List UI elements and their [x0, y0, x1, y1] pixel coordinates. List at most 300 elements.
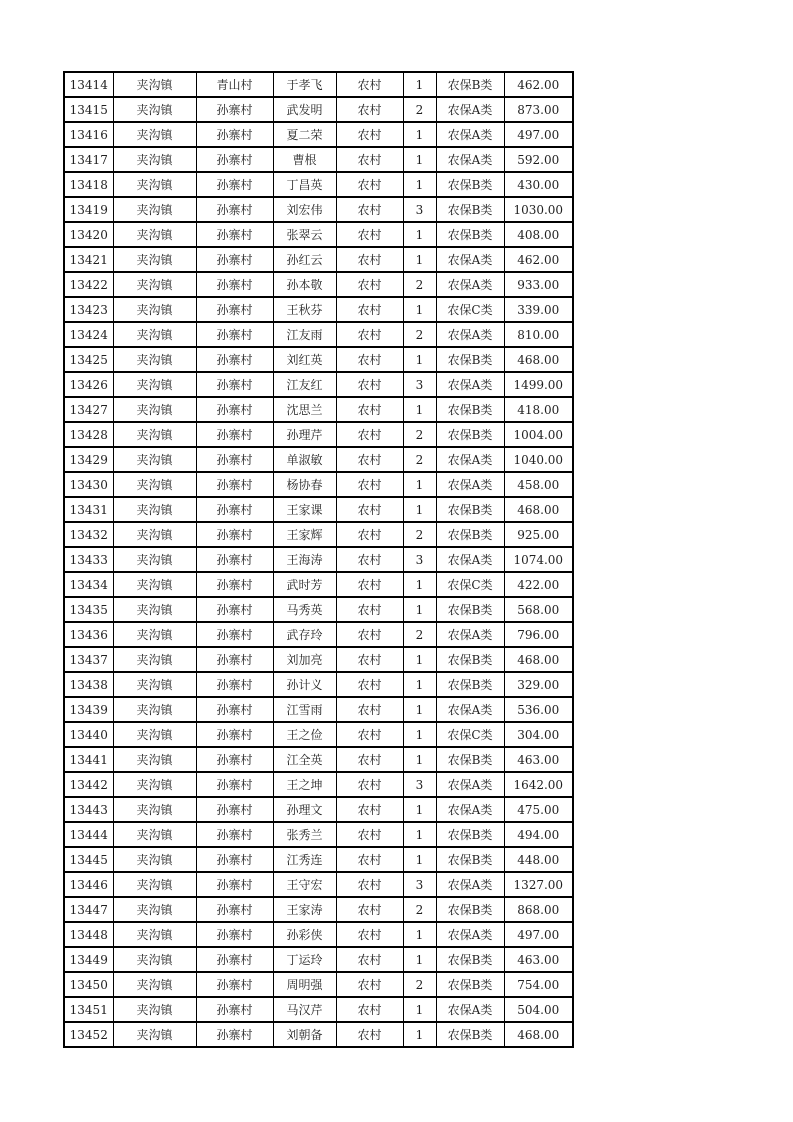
cell-count: 1 [403, 122, 436, 147]
cell-count: 3 [403, 372, 436, 397]
cell-category: 农保B类 [436, 222, 504, 247]
cell-person: 武时芳 [273, 572, 336, 597]
cell-category: 农保A类 [436, 622, 504, 647]
cell-category: 农保A类 [436, 472, 504, 497]
cell-village: 孙寨村 [196, 622, 273, 647]
cell-amount: 1030.00 [504, 197, 573, 222]
cell-id: 13428 [64, 422, 113, 447]
cell-residence: 农村 [336, 747, 403, 772]
cell-town: 夹沟镇 [113, 347, 196, 372]
cell-count: 1 [403, 647, 436, 672]
cell-id: 13423 [64, 297, 113, 322]
cell-village: 孙寨村 [196, 247, 273, 272]
cell-count: 2 [403, 422, 436, 447]
cell-amount: 422.00 [504, 572, 573, 597]
cell-person: 王家辉 [273, 522, 336, 547]
cell-person: 孙理文 [273, 797, 336, 822]
cell-count: 1 [403, 147, 436, 172]
table-row [64, 822, 573, 847]
cell-person: 单淑敏 [273, 447, 336, 472]
cell-village: 孙寨村 [196, 147, 273, 172]
table-row [64, 572, 573, 597]
cell-town: 夹沟镇 [113, 197, 196, 222]
cell-category: 农保B类 [436, 847, 504, 872]
cell-id: 13429 [64, 447, 113, 472]
cell-count: 1 [403, 722, 436, 747]
table-row [64, 997, 573, 1022]
cell-amount: 475.00 [504, 797, 573, 822]
cell-amount: 1040.00 [504, 447, 573, 472]
cell-category: 农保A类 [436, 872, 504, 897]
cell-person: 江雪雨 [273, 697, 336, 722]
table-row [64, 172, 573, 197]
cell-person: 武存玲 [273, 622, 336, 647]
cell-person: 马汉芹 [273, 997, 336, 1022]
table-row [64, 272, 573, 297]
cell-count: 1 [403, 797, 436, 822]
cell-category: 农保B类 [436, 822, 504, 847]
cell-person: 王家涛 [273, 897, 336, 922]
cell-town: 夹沟镇 [113, 72, 196, 97]
cell-amount: 873.00 [504, 97, 573, 122]
cell-village: 孙寨村 [196, 497, 273, 522]
cell-residence: 农村 [336, 672, 403, 697]
cell-village: 孙寨村 [196, 447, 273, 472]
cell-town: 夹沟镇 [113, 147, 196, 172]
cell-person: 张翠云 [273, 222, 336, 247]
cell-category: 农保B类 [436, 947, 504, 972]
cell-village: 孙寨村 [196, 597, 273, 622]
cell-person: 张秀兰 [273, 822, 336, 847]
cell-count: 1 [403, 72, 436, 97]
table-row [64, 622, 573, 647]
cell-residence: 农村 [336, 722, 403, 747]
table-row [64, 722, 573, 747]
cell-amount: 796.00 [504, 622, 573, 647]
cell-id: 13434 [64, 572, 113, 597]
cell-count: 1 [403, 1022, 436, 1047]
cell-amount: 494.00 [504, 822, 573, 847]
cell-person: 孙彩侠 [273, 922, 336, 947]
cell-amount: 868.00 [504, 897, 573, 922]
cell-amount: 504.00 [504, 997, 573, 1022]
cell-category: 农保B类 [436, 422, 504, 447]
cell-amount: 1004.00 [504, 422, 573, 447]
cell-town: 夹沟镇 [113, 897, 196, 922]
cell-town: 夹沟镇 [113, 297, 196, 322]
cell-town: 夹沟镇 [113, 372, 196, 397]
cell-category: 农保C类 [436, 297, 504, 322]
cell-amount: 462.00 [504, 247, 573, 272]
cell-village: 孙寨村 [196, 797, 273, 822]
cell-residence: 农村 [336, 347, 403, 372]
cell-person: 王家课 [273, 497, 336, 522]
cell-id: 13421 [64, 247, 113, 272]
cell-id: 13445 [64, 847, 113, 872]
cell-count: 3 [403, 872, 436, 897]
cell-residence: 农村 [336, 597, 403, 622]
cell-amount: 458.00 [504, 472, 573, 497]
cell-count: 1 [403, 822, 436, 847]
cell-village: 孙寨村 [196, 547, 273, 572]
cell-amount: 925.00 [504, 522, 573, 547]
cell-count: 2 [403, 322, 436, 347]
cell-person: 王海涛 [273, 547, 336, 572]
cell-amount: 339.00 [504, 297, 573, 322]
cell-amount: 810.00 [504, 322, 573, 347]
cell-category: 农保B类 [436, 397, 504, 422]
cell-residence: 农村 [336, 272, 403, 297]
cell-category: 农保B类 [436, 747, 504, 772]
cell-residence: 农村 [336, 847, 403, 872]
cell-village: 孙寨村 [196, 647, 273, 672]
cell-residence: 农村 [336, 1022, 403, 1047]
cell-residence: 农村 [336, 122, 403, 147]
cell-village: 孙寨村 [196, 897, 273, 922]
table-row [64, 522, 573, 547]
cell-id: 13426 [64, 372, 113, 397]
cell-village: 孙寨村 [196, 572, 273, 597]
cell-category: 农保B类 [436, 522, 504, 547]
cell-residence: 农村 [336, 772, 403, 797]
cell-category: 农保A类 [436, 322, 504, 347]
cell-residence: 农村 [336, 922, 403, 947]
table-row [64, 647, 573, 672]
table-row [64, 597, 573, 622]
cell-person: 武发明 [273, 97, 336, 122]
cell-category: 农保B类 [436, 497, 504, 522]
cell-category: 农保B类 [436, 597, 504, 622]
cell-residence: 农村 [336, 372, 403, 397]
cell-village: 孙寨村 [196, 997, 273, 1022]
insurance-table [63, 71, 574, 1048]
cell-person: 孙计义 [273, 672, 336, 697]
cell-village: 孙寨村 [196, 472, 273, 497]
cell-town: 夹沟镇 [113, 397, 196, 422]
cell-town: 夹沟镇 [113, 847, 196, 872]
cell-count: 1 [403, 347, 436, 372]
cell-count: 3 [403, 547, 436, 572]
cell-amount: 1642.00 [504, 772, 573, 797]
cell-person: 江秀连 [273, 847, 336, 872]
cell-count: 3 [403, 197, 436, 222]
cell-village: 孙寨村 [196, 722, 273, 747]
cell-count: 2 [403, 622, 436, 647]
cell-count: 1 [403, 472, 436, 497]
cell-town: 夹沟镇 [113, 322, 196, 347]
cell-person: 夏二荣 [273, 122, 336, 147]
cell-town: 夹沟镇 [113, 97, 196, 122]
cell-person: 孙理芹 [273, 422, 336, 447]
cell-id: 13424 [64, 322, 113, 347]
cell-village: 孙寨村 [196, 747, 273, 772]
cell-person: 杨协春 [273, 472, 336, 497]
cell-town: 夹沟镇 [113, 872, 196, 897]
cell-town: 夹沟镇 [113, 522, 196, 547]
cell-count: 1 [403, 597, 436, 622]
cell-town: 夹沟镇 [113, 472, 196, 497]
cell-town: 夹沟镇 [113, 172, 196, 197]
cell-village: 孙寨村 [196, 197, 273, 222]
cell-count: 1 [403, 247, 436, 272]
cell-town: 夹沟镇 [113, 972, 196, 997]
cell-residence: 农村 [336, 797, 403, 822]
cell-id: 13448 [64, 922, 113, 947]
cell-village: 孙寨村 [196, 97, 273, 122]
table-row [64, 747, 573, 772]
cell-amount: 468.00 [504, 647, 573, 672]
cell-count: 1 [403, 847, 436, 872]
cell-amount: 592.00 [504, 147, 573, 172]
cell-category: 农保A类 [436, 447, 504, 472]
cell-count: 2 [403, 972, 436, 997]
cell-amount: 568.00 [504, 597, 573, 622]
cell-category: 农保A类 [436, 797, 504, 822]
cell-town: 夹沟镇 [113, 247, 196, 272]
cell-amount: 1327.00 [504, 872, 573, 897]
cell-amount: 462.00 [504, 72, 573, 97]
cell-residence: 农村 [336, 197, 403, 222]
cell-village: 孙寨村 [196, 872, 273, 897]
cell-town: 夹沟镇 [113, 672, 196, 697]
table-row [64, 972, 573, 997]
cell-amount: 329.00 [504, 672, 573, 697]
cell-amount: 497.00 [504, 922, 573, 947]
cell-village: 孙寨村 [196, 422, 273, 447]
cell-category: 农保A类 [436, 547, 504, 572]
cell-count: 1 [403, 697, 436, 722]
cell-category: 农保A类 [436, 372, 504, 397]
table-row [64, 697, 573, 722]
cell-town: 夹沟镇 [113, 922, 196, 947]
cell-village: 孙寨村 [196, 822, 273, 847]
table-row [64, 347, 573, 372]
cell-village: 孙寨村 [196, 697, 273, 722]
cell-amount: 418.00 [504, 397, 573, 422]
cell-category: 农保A类 [436, 772, 504, 797]
cell-id: 13438 [64, 672, 113, 697]
cell-id: 13447 [64, 897, 113, 922]
cell-amount: 536.00 [504, 697, 573, 722]
table-row [64, 772, 573, 797]
cell-count: 1 [403, 572, 436, 597]
cell-id: 13452 [64, 1022, 113, 1047]
cell-village: 孙寨村 [196, 922, 273, 947]
cell-count: 2 [403, 447, 436, 472]
cell-town: 夹沟镇 [113, 722, 196, 747]
table-row [64, 322, 573, 347]
cell-village: 孙寨村 [196, 322, 273, 347]
table-row [64, 472, 573, 497]
table-row [64, 397, 573, 422]
cell-town: 夹沟镇 [113, 497, 196, 522]
cell-person: 丁运玲 [273, 947, 336, 972]
cell-residence: 农村 [336, 647, 403, 672]
cell-id: 13450 [64, 972, 113, 997]
cell-amount: 1074.00 [504, 547, 573, 572]
cell-id: 13444 [64, 822, 113, 847]
cell-id: 13451 [64, 997, 113, 1022]
cell-id: 13449 [64, 947, 113, 972]
cell-id: 13433 [64, 547, 113, 572]
cell-residence: 农村 [336, 297, 403, 322]
table-row [64, 72, 573, 97]
table-row [64, 447, 573, 472]
cell-person: 周明强 [273, 972, 336, 997]
cell-person: 孙红云 [273, 247, 336, 272]
cell-count: 1 [403, 297, 436, 322]
cell-person: 王秋芬 [273, 297, 336, 322]
table-row [64, 97, 573, 122]
cell-town: 夹沟镇 [113, 122, 196, 147]
cell-residence: 农村 [336, 997, 403, 1022]
cell-category: 农保A类 [436, 247, 504, 272]
cell-id: 13436 [64, 622, 113, 647]
cell-residence: 农村 [336, 422, 403, 447]
table-row [64, 872, 573, 897]
cell-count: 1 [403, 747, 436, 772]
cell-person: 沈思兰 [273, 397, 336, 422]
cell-count: 1 [403, 172, 436, 197]
cell-category: 农保B类 [436, 197, 504, 222]
cell-category: 农保C类 [436, 722, 504, 747]
cell-id: 13437 [64, 647, 113, 672]
cell-person: 于孝飞 [273, 72, 336, 97]
cell-category: 农保B类 [436, 1022, 504, 1047]
cell-town: 夹沟镇 [113, 997, 196, 1022]
cell-town: 夹沟镇 [113, 947, 196, 972]
cell-id: 13431 [64, 497, 113, 522]
cell-residence: 农村 [336, 547, 403, 572]
cell-person: 王之坤 [273, 772, 336, 797]
cell-category: 农保A类 [436, 272, 504, 297]
cell-residence: 农村 [336, 572, 403, 597]
cell-category: 农保B类 [436, 897, 504, 922]
table-row [64, 147, 573, 172]
cell-category: 农保A类 [436, 697, 504, 722]
table-row [64, 122, 573, 147]
cell-residence: 农村 [336, 947, 403, 972]
cell-id: 13427 [64, 397, 113, 422]
cell-count: 1 [403, 222, 436, 247]
cell-village: 孙寨村 [196, 172, 273, 197]
cell-id: 13443 [64, 797, 113, 822]
cell-amount: 463.00 [504, 947, 573, 972]
table-row [64, 497, 573, 522]
cell-residence: 农村 [336, 222, 403, 247]
cell-id: 13414 [64, 72, 113, 97]
cell-category: 农保C类 [436, 572, 504, 597]
cell-town: 夹沟镇 [113, 797, 196, 822]
cell-residence: 农村 [336, 972, 403, 997]
cell-village: 孙寨村 [196, 947, 273, 972]
cell-town: 夹沟镇 [113, 622, 196, 647]
cell-count: 1 [403, 397, 436, 422]
table-row [64, 1022, 573, 1047]
cell-residence: 农村 [336, 247, 403, 272]
cell-id: 13441 [64, 747, 113, 772]
cell-category: 农保B类 [436, 172, 504, 197]
cell-id: 13439 [64, 697, 113, 722]
cell-id: 13430 [64, 472, 113, 497]
cell-category: 农保A类 [436, 122, 504, 147]
cell-residence: 农村 [336, 147, 403, 172]
cell-village: 孙寨村 [196, 1022, 273, 1047]
cell-town: 夹沟镇 [113, 647, 196, 672]
cell-residence: 农村 [336, 522, 403, 547]
cell-amount: 430.00 [504, 172, 573, 197]
cell-village: 孙寨村 [196, 347, 273, 372]
cell-residence: 农村 [336, 97, 403, 122]
cell-id: 13432 [64, 522, 113, 547]
cell-town: 夹沟镇 [113, 697, 196, 722]
cell-category: 农保A类 [436, 922, 504, 947]
cell-residence: 农村 [336, 397, 403, 422]
cell-category: 农保A类 [436, 997, 504, 1022]
table-row [64, 372, 573, 397]
cell-category: 农保B类 [436, 647, 504, 672]
cell-count: 2 [403, 897, 436, 922]
cell-residence: 农村 [336, 322, 403, 347]
cell-count: 1 [403, 922, 436, 947]
cell-village: 孙寨村 [196, 372, 273, 397]
cell-amount: 468.00 [504, 497, 573, 522]
cell-village: 孙寨村 [196, 522, 273, 547]
cell-residence: 农村 [336, 897, 403, 922]
cell-person: 王之俭 [273, 722, 336, 747]
cell-id: 13416 [64, 122, 113, 147]
cell-town: 夹沟镇 [113, 822, 196, 847]
table-row [64, 197, 573, 222]
table-row [64, 797, 573, 822]
cell-residence: 农村 [336, 497, 403, 522]
cell-amount: 448.00 [504, 847, 573, 872]
table-row [64, 847, 573, 872]
cell-id: 13420 [64, 222, 113, 247]
table-row [64, 922, 573, 947]
table-row [64, 247, 573, 272]
cell-id: 13446 [64, 872, 113, 897]
cell-village: 孙寨村 [196, 222, 273, 247]
cell-amount: 463.00 [504, 747, 573, 772]
cell-residence: 农村 [336, 172, 403, 197]
cell-count: 1 [403, 947, 436, 972]
cell-category: 农保B类 [436, 972, 504, 997]
cell-amount: 497.00 [504, 122, 573, 147]
cell-count: 1 [403, 997, 436, 1022]
cell-count: 1 [403, 672, 436, 697]
table-row [64, 297, 573, 322]
cell-residence: 农村 [336, 447, 403, 472]
cell-amount: 754.00 [504, 972, 573, 997]
cell-town: 夹沟镇 [113, 447, 196, 472]
cell-id: 13417 [64, 147, 113, 172]
cell-id: 13415 [64, 97, 113, 122]
cell-id: 13435 [64, 597, 113, 622]
cell-category: 农保B类 [436, 72, 504, 97]
cell-person: 刘宏伟 [273, 197, 336, 222]
cell-town: 夹沟镇 [113, 772, 196, 797]
cell-person: 刘红英 [273, 347, 336, 372]
cell-count: 2 [403, 97, 436, 122]
cell-person: 江友红 [273, 372, 336, 397]
cell-town: 夹沟镇 [113, 222, 196, 247]
cell-person: 丁昌英 [273, 172, 336, 197]
cell-town: 夹沟镇 [113, 422, 196, 447]
cell-person: 曹根 [273, 147, 336, 172]
insurance-table-body [64, 72, 573, 1047]
cell-town: 夹沟镇 [113, 547, 196, 572]
